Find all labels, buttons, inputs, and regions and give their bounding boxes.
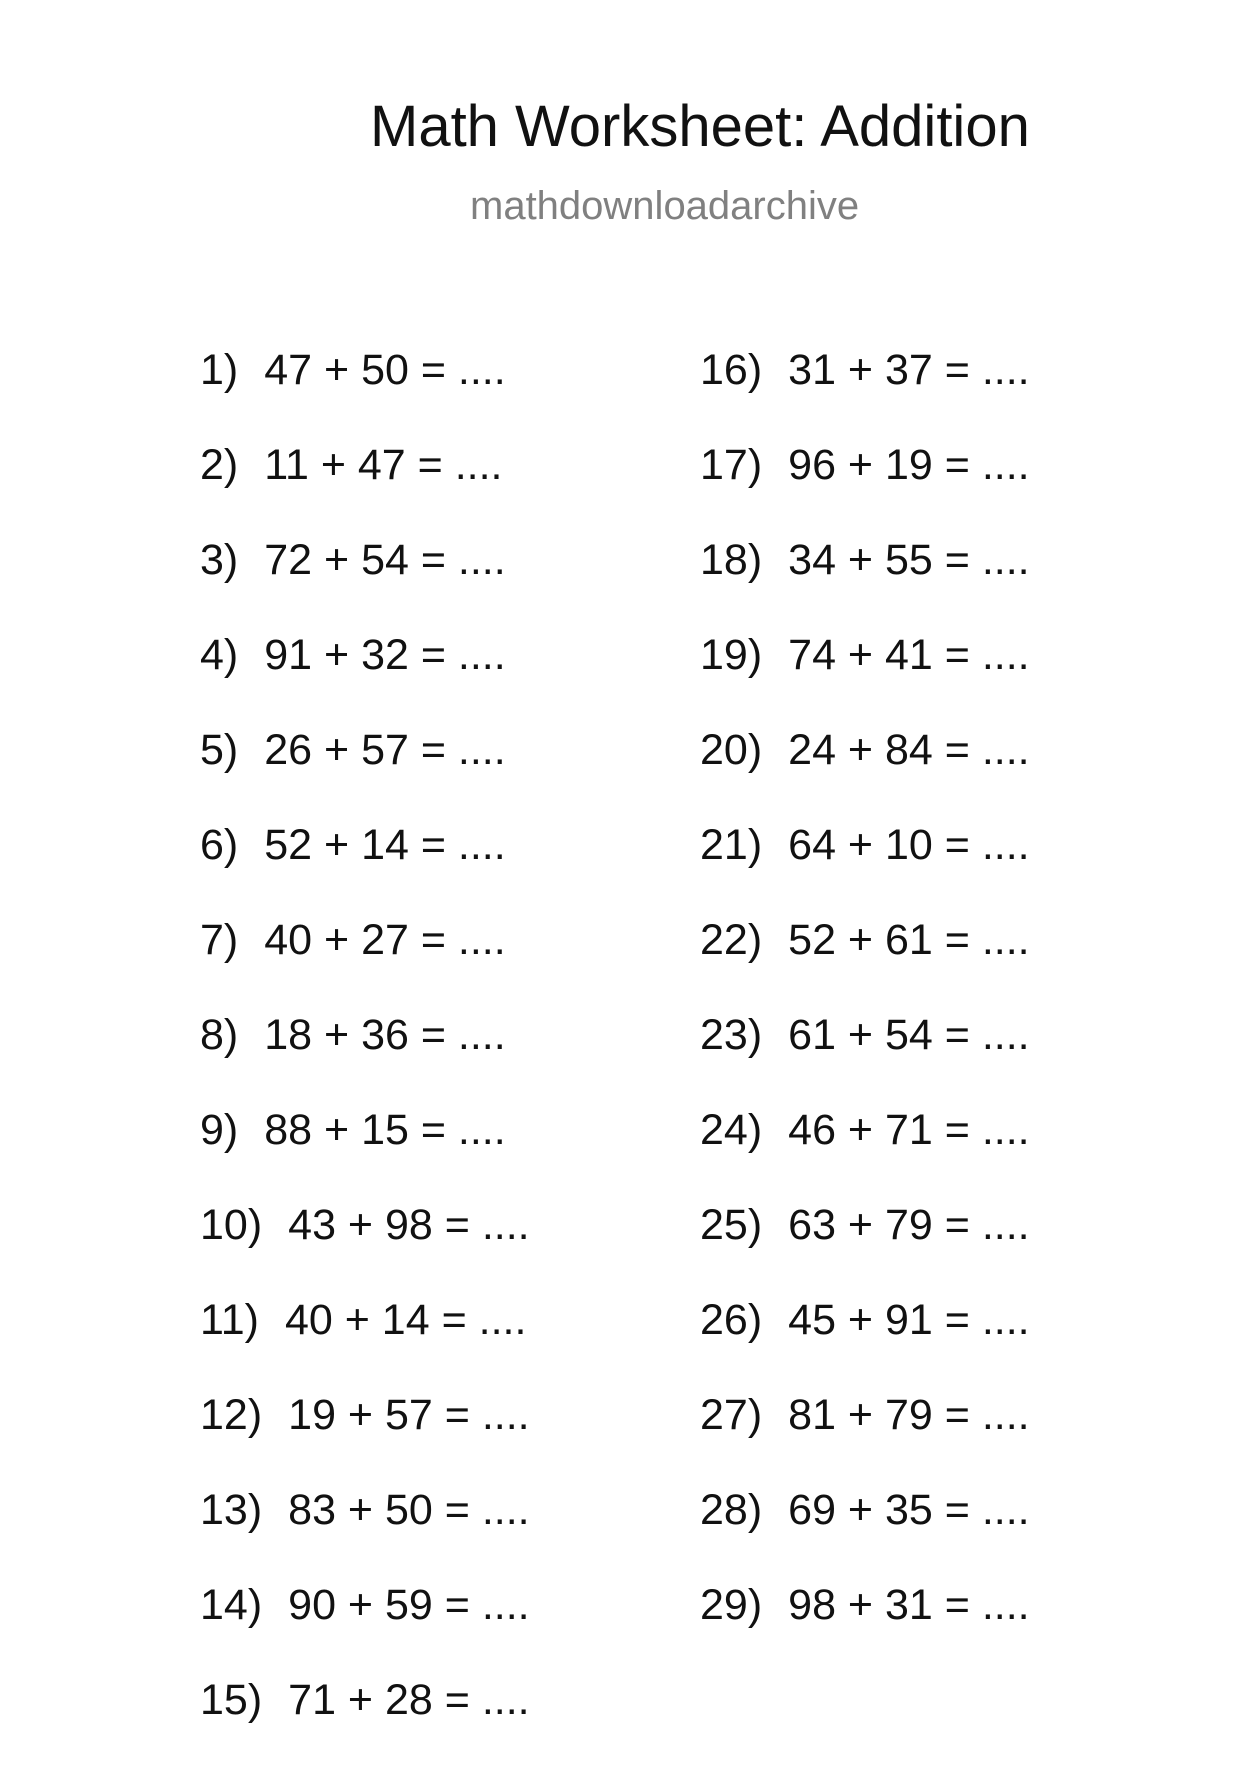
problem-item bbox=[700, 346, 1030, 444]
problem-number: 18) bbox=[700, 536, 763, 584]
problem-item bbox=[200, 1296, 530, 1394]
problem-item bbox=[700, 1296, 1030, 1394]
problem-number: 14) bbox=[200, 1581, 263, 1629]
problem-number: 28) bbox=[700, 1486, 763, 1534]
problem-item bbox=[200, 916, 530, 1014]
problem-item bbox=[700, 1011, 1030, 1109]
problem-expression: 40 + 14 = .... bbox=[284, 1296, 527, 1344]
problem-expression: 19 + 57 = .... bbox=[288, 1391, 530, 1439]
problem-expression: 45 + 91 = .... bbox=[788, 1296, 1030, 1344]
problem-expression: 52 + 61 = .... bbox=[788, 916, 1030, 964]
problem-expression: 31 + 37 = .... bbox=[788, 346, 1030, 394]
problem-item bbox=[200, 1486, 530, 1584]
problem-item bbox=[700, 1581, 1030, 1679]
problem-expression: 74 + 41 = .... bbox=[788, 631, 1030, 679]
problem-item bbox=[200, 1011, 530, 1109]
problem-expression: 47 + 50 = .... bbox=[264, 346, 506, 394]
problem-expression: 43 + 98 = .... bbox=[288, 1201, 530, 1249]
problem-number: 12) bbox=[200, 1391, 263, 1439]
page-title: Math Worksheet: Addition bbox=[370, 94, 1030, 159]
problem-number: 4) bbox=[200, 631, 239, 679]
problem-item bbox=[200, 1106, 530, 1204]
problem-number: 3) bbox=[200, 536, 239, 584]
problem-number: 10) bbox=[200, 1201, 263, 1249]
problem-expression: 71 + 28 = .... bbox=[288, 1676, 530, 1724]
problem-item bbox=[700, 1106, 1030, 1204]
problem-expression: 81 + 79 = .... bbox=[788, 1391, 1030, 1439]
problem-item bbox=[700, 726, 1030, 824]
problem-number: 13) bbox=[200, 1486, 263, 1534]
problem-expression: 96 + 19 = .... bbox=[788, 441, 1030, 489]
problem-expression: 63 + 79 = .... bbox=[788, 1201, 1030, 1249]
problem-item bbox=[200, 1581, 530, 1679]
problem-expression: 98 + 31 = .... bbox=[788, 1581, 1030, 1629]
problem-item bbox=[700, 821, 1030, 919]
problem-number: 16) bbox=[700, 346, 763, 394]
problem-number: 5) bbox=[200, 726, 239, 774]
problem-expression: 40 + 27 = .... bbox=[264, 916, 506, 964]
problem-column-right bbox=[700, 346, 1030, 1679]
problem-number: 21) bbox=[700, 821, 763, 869]
problem-number: 8) bbox=[200, 1011, 239, 1059]
page-subtitle: mathdownloadarchive bbox=[470, 184, 860, 228]
problem-expression: 83 + 50 = .... bbox=[288, 1486, 530, 1534]
problem-expression: 26 + 57 = .... bbox=[264, 726, 506, 774]
problem-item bbox=[700, 631, 1030, 729]
problem-item bbox=[200, 821, 530, 919]
problem-expression: 18 + 36 = .... bbox=[264, 1011, 506, 1059]
problem-expression: 24 + 84 = .... bbox=[788, 726, 1030, 774]
problem-number: 1) bbox=[200, 346, 239, 394]
problem-item bbox=[200, 631, 530, 729]
problem-number: 20) bbox=[700, 726, 763, 774]
problem-item bbox=[700, 1486, 1030, 1584]
problem-number: 26) bbox=[700, 1296, 763, 1344]
problem-item bbox=[200, 1201, 530, 1299]
problem-expression: 88 + 15 = .... bbox=[264, 1106, 506, 1154]
problem-column-left bbox=[200, 346, 530, 1774]
problem-item bbox=[200, 726, 530, 824]
problem-expression: 69 + 35 = .... bbox=[788, 1486, 1030, 1534]
problem-item bbox=[700, 1391, 1030, 1489]
problem-item bbox=[200, 441, 530, 539]
problem-number: 19) bbox=[700, 631, 763, 679]
problem-number: 9) bbox=[200, 1106, 239, 1154]
problem-number: 6) bbox=[200, 821, 239, 869]
problem-expression: 46 + 71 = .... bbox=[788, 1106, 1030, 1154]
problem-item bbox=[200, 1391, 530, 1489]
problem-item bbox=[200, 346, 530, 444]
problem-number: 7) bbox=[200, 916, 239, 964]
problem-item bbox=[700, 916, 1030, 1014]
problem-number: 25) bbox=[700, 1201, 763, 1249]
problem-expression: 91 + 32 = .... bbox=[264, 631, 506, 679]
worksheet-header bbox=[0, 0, 1240, 260]
problem-item bbox=[200, 536, 530, 634]
problem-number: 15) bbox=[200, 1676, 263, 1724]
problem-expression: 52 + 14 = .... bbox=[264, 821, 506, 869]
problem-number: 23) bbox=[700, 1011, 763, 1059]
problem-item bbox=[200, 1676, 530, 1774]
problem-number: 24) bbox=[700, 1106, 763, 1154]
problem-number: 22) bbox=[700, 916, 763, 964]
problem-expression: 61 + 54 = .... bbox=[788, 1011, 1030, 1059]
problem-number: 11) bbox=[200, 1296, 259, 1344]
problem-expression: 72 + 54 = .... bbox=[264, 536, 506, 584]
problem-item bbox=[700, 441, 1030, 539]
problem-number: 17) bbox=[700, 441, 763, 489]
problem-expression: 90 + 59 = .... bbox=[288, 1581, 530, 1629]
problem-expression: 64 + 10 = .... bbox=[788, 821, 1030, 869]
problem-number: 27) bbox=[700, 1391, 763, 1439]
problem-number: 29) bbox=[700, 1581, 763, 1629]
problem-item bbox=[700, 1201, 1030, 1299]
problem-item bbox=[700, 536, 1030, 634]
problem-expression: 11 + 47 = .... bbox=[264, 441, 503, 489]
problem-expression: 34 + 55 = .... bbox=[788, 536, 1030, 584]
problem-number: 2) bbox=[200, 441, 239, 489]
